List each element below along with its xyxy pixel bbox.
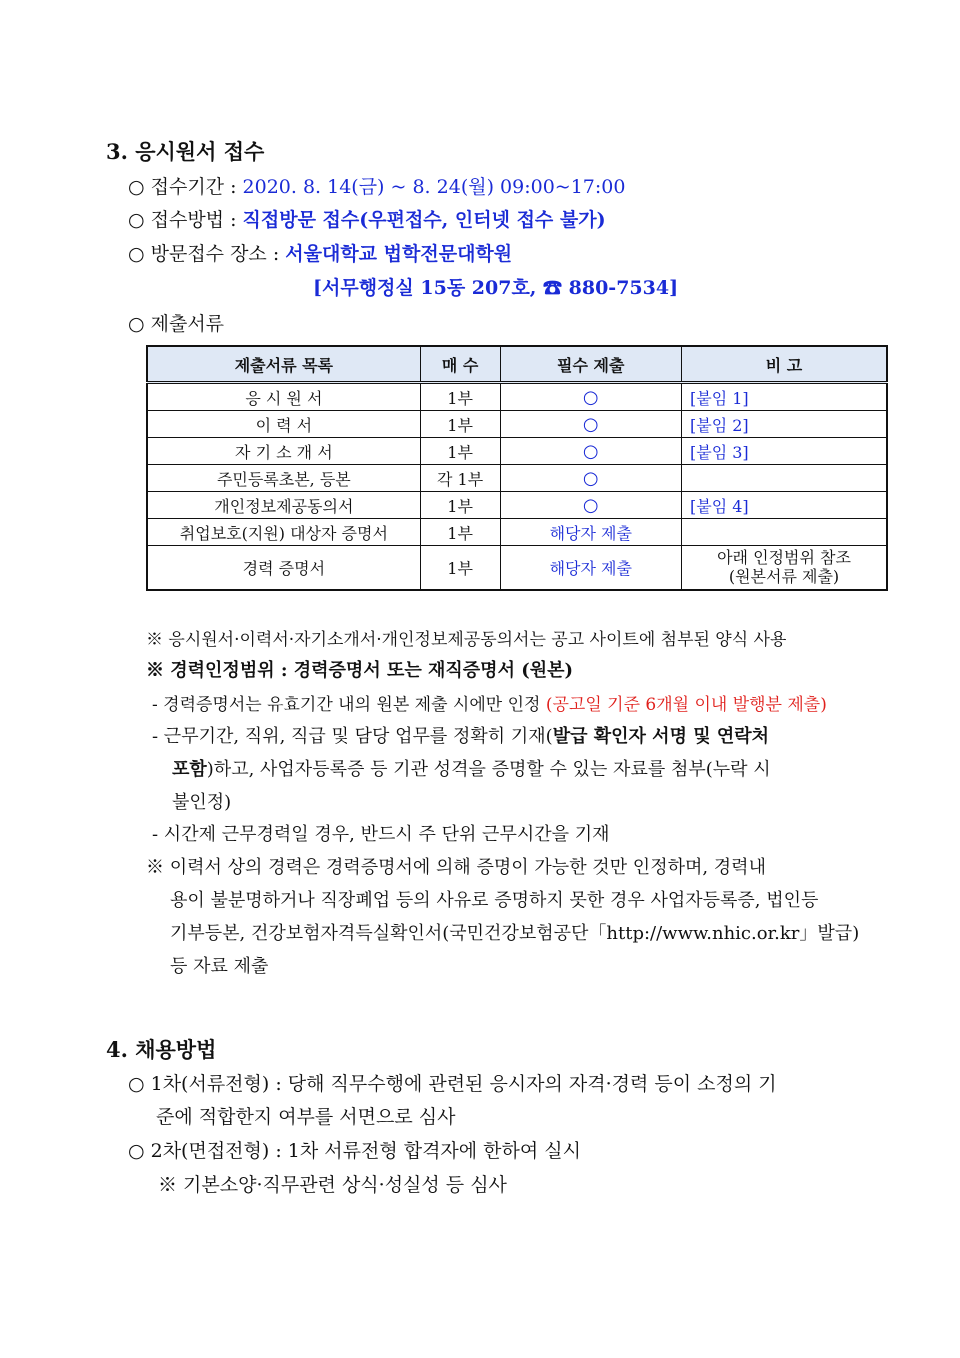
table-row — [147, 546, 887, 590]
table-row — [147, 383, 887, 411]
note-career-validity — [152, 690, 827, 715]
row-item: 자 기 소 개 서 — [147, 438, 420, 465]
note-evidence-1: ※ 이력서 상의 경력은 경력증명서에 의해 증명이 가능한 것만 인정하며, 경력내 — [146, 857, 766, 878]
row-item: 주민등록초본, 등본 — [147, 465, 420, 492]
place-label: ○ 방문접수 장소 : — [128, 243, 286, 265]
row-required: ○ — [500, 438, 681, 465]
note-evidence-4: 등 자료 제출 — [170, 956, 269, 977]
place-value: 서울대학교 법학전문대학원 — [285, 243, 513, 265]
note-career-detail-rest: )하고, 사업자등록증 등 기관 성격을 증명할 수 있는 자료를 첨부(누락 시 — [206, 759, 771, 780]
header-note: 비 고 — [682, 346, 888, 383]
row-note: [붙임 1] — [682, 383, 888, 411]
note-evidence-3: 기부등본, 건강보험자격득실확인서(국민건강보험공단「http://www.nhic.or.kr」발급) — [170, 923, 860, 944]
note-career-detail-bold: 발급 확인자 서명 및 연락처 — [552, 726, 770, 747]
row-note: [붙임 4] — [682, 492, 888, 519]
note-career-detail-1 — [152, 722, 862, 748]
row-required: 해당자 제출 — [500, 519, 681, 546]
stage2-line: ○ 2차(면접전형) : 1차 서류전형 합격자에 한하여 실시 — [128, 1140, 581, 1162]
section4-title: 4. 채용방법 — [106, 1037, 217, 1062]
header-item: 제출서류 목록 — [147, 346, 420, 383]
row-required: ○ — [500, 492, 681, 519]
row-count: 1부 — [420, 411, 500, 438]
row-note-line2: (원본서류 제출) — [728, 567, 840, 587]
note-career-detail-include: 포함 — [172, 759, 207, 780]
period-line — [128, 172, 625, 199]
row-count: 1부 — [420, 383, 500, 411]
table-header-row — [147, 346, 887, 383]
header-count: 매 수 — [420, 346, 500, 383]
row-required: ○ — [500, 411, 681, 438]
stage1-line2: 준에 적합한지 여부를 서면으로 심사 — [156, 1106, 456, 1128]
place-line — [128, 239, 512, 266]
method-value: 직접방문 접수(우편접수, 인터넷 접수 불가) — [242, 209, 606, 231]
row-note-line1: 아래 인정범위 참조 — [717, 548, 851, 568]
row-required: 해당자 제출 — [500, 546, 681, 590]
table-row — [147, 465, 887, 492]
row-item: 이 력 서 — [147, 411, 420, 438]
period-label: ○ 접수기간 : — [128, 176, 243, 198]
note-evidence-2: 용이 불분명하거나 직장폐업 등의 사유로 증명하지 못한 경우 사업자등록증, 법인등 — [170, 890, 819, 911]
row-count: 1부 — [420, 438, 500, 465]
note-forms: ※ 응시원서·이력서·자기소개서·개인정보제공동의서는 공고 사이트에 첨부된 양식 사용 — [146, 630, 787, 650]
row-item: 취업보호(지원) 대상자 증명서 — [147, 519, 420, 546]
row-item: 개인정보제공동의서 — [147, 492, 420, 519]
note-career-detail-2 — [172, 755, 771, 781]
note-career-range: ※ 경력인정범위 : 경력증명서 또는 재직증명서 (원본) — [146, 660, 574, 681]
period-value: 2020. 8. 14(금) ~ 8. 24(월) 09:00~17:00 — [242, 176, 626, 198]
table-row — [147, 438, 887, 465]
table-row — [147, 492, 887, 519]
header-required: 필수 제출 — [500, 346, 681, 383]
row-required: ○ — [500, 465, 681, 492]
row-note — [682, 465, 888, 492]
method-label: ○ 접수방법 : — [128, 209, 243, 231]
note-career-detail-text: - 근무기간, 직위, 직급 및 담당 업무를 정확히 기재( — [152, 726, 553, 747]
docs-label: ○ 제출서류 — [128, 313, 225, 335]
row-required: ○ — [500, 383, 681, 411]
row-item: 응 시 원 서 — [147, 383, 420, 411]
row-note: [붙임 3] — [682, 438, 888, 465]
row-count: 각 1부 — [420, 465, 500, 492]
stage2-note: ※ 기본소양·직무관련 상식·성실성 등 심사 — [158, 1174, 507, 1196]
row-count: 1부 — [420, 492, 500, 519]
section3-title: 3. 응시원서 접수 — [106, 139, 265, 164]
row-note — [682, 519, 888, 546]
table-row — [147, 519, 887, 546]
row-count: 1부 — [420, 519, 500, 546]
row-item: 경력 증명서 — [147, 546, 420, 590]
note-career-detail-3: 불인정) — [172, 792, 232, 813]
documents-table — [146, 345, 888, 591]
table-row — [147, 411, 887, 438]
note-parttime: - 시간제 근무경력일 경우, 반드시 주 단위 근무시간을 기재 — [152, 824, 610, 845]
row-note — [682, 546, 888, 590]
row-note: [붙임 2] — [682, 411, 888, 438]
note-career-validity-highlight: (공고일 기준 6개월 이내 발행분 제출) — [545, 695, 827, 715]
place-detail: [서무행정실 15동 207호, ☎ 880-7534] — [313, 277, 679, 299]
stage1-line1: ○ 1차(서류전형) : 당해 직무수행에 관련된 응시자의 자격·경력 등이 소정의 기 — [128, 1073, 777, 1095]
note-career-validity-text: - 경력증명서는 유효기간 내의 원본 제출 시에만 인정 — [152, 695, 546, 715]
method-line — [128, 205, 606, 232]
row-count: 1부 — [420, 546, 500, 590]
